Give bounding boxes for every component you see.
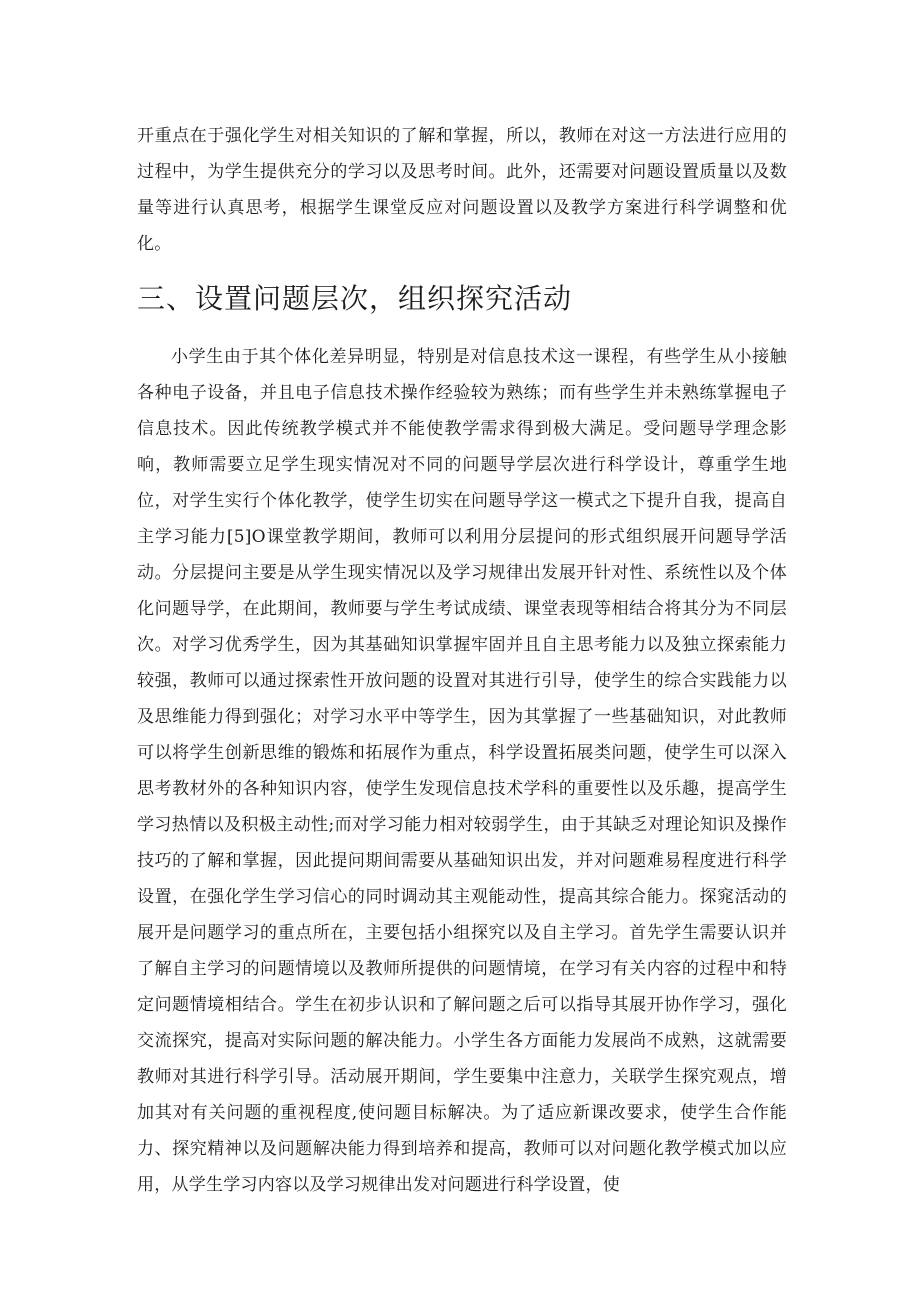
continuation-paragraph: 开重点在于强化学生对相关知识的了解和掌握，所以，教师在对这一方法进行应用的过程中，为学生提供充分的学习以及思考时间。此外，还需要对问题设置质量以及数量等进行认真思考，根据学生课堂反应对问题设置以及教学方案进行科学调整和优化。 (137, 126, 787, 254)
body-paragraph: 小学生由于其个体化差异明显，特别是对信息技术这一课程，有些学生从小接触各种电子设备，并且电子信息技术操作经验较为熟练；而有些学生并未熟练掌握电子信息技术。因此传统教学模式并不能使教学需求得到极大满足。受问题导学理念影响，教师需要立足学生现实情况对不同的问题导学层次进行科学设计，尊重学生地位，对学生实行个体化教学，使学生切实在问题导学这一模式之下提升自我，提高自主学习能力[5]O课堂教学期间，教师可以利用分层提问的形式组织展开问题导学活动。分层提问主要是从学生现实情况以及学习规律出发展开针对性、系统性以及个体化问题导学，在此期间，教师要与学生考试成绩、课堂表现等相结合将其分为不同层次。对学习优秀学生，因为其基础知识掌握牢固并且自主思考能力以及独立探索能力较强，教师可以通过探索性开放问题的设置对其进行引导，使学生的综合实践能力以及思维能力得到强化；对学习水平中等学生，因为其掌握了一些基础知识，对此教师可以将学生创新思维的锻炼和拓展作为重点，科学设置拓展类问题，使学生可以深入思考教材外的各种知识内容，使学生发现信息技术学科的重要性以及乐趣，提高学生学习热情以及积极主动性;而对学习能力相对较弱学生，由于其缺乏对理论知识及操作技巧的了解和掌握，因此提问期间需要从基础知识出发，并对问题难易程度进行科学设置，在强化学生学习信心的同时调动其主观能动性，提高其综合能力。探窕活动的展开是问题学习的重点所在，主要包括小组探究以及自主学习。首先学生需要认识并了解自主学习的问题情境以及教师所提供的问题情境，在学习有关内容的过程中和特定问题情境相结合。学生在初步认识和了解问题之后可以指导其展开协作学习，强化交流探究，提高对实际问题的解决能力。小学生各方面能力发展尚不成熟，这就需要教师对其进行科学引导。活动展开期间，学生要集中注意力，关联学生探究观点，增加其对有关问题的重视程度,使问题目标解决。为了适应新课改要求，使学生合作能力、探究精神以及问题解决能力得到培养和提高，教师可以对问题化教学模式加以应用，从学生学习内容以及学习规律出发对问题进行科学设置，使 (137, 347, 787, 1195)
document-content (137, 118, 787, 1203)
section-heading: 三、设置问题层次，组织探究活动 (137, 282, 573, 315)
